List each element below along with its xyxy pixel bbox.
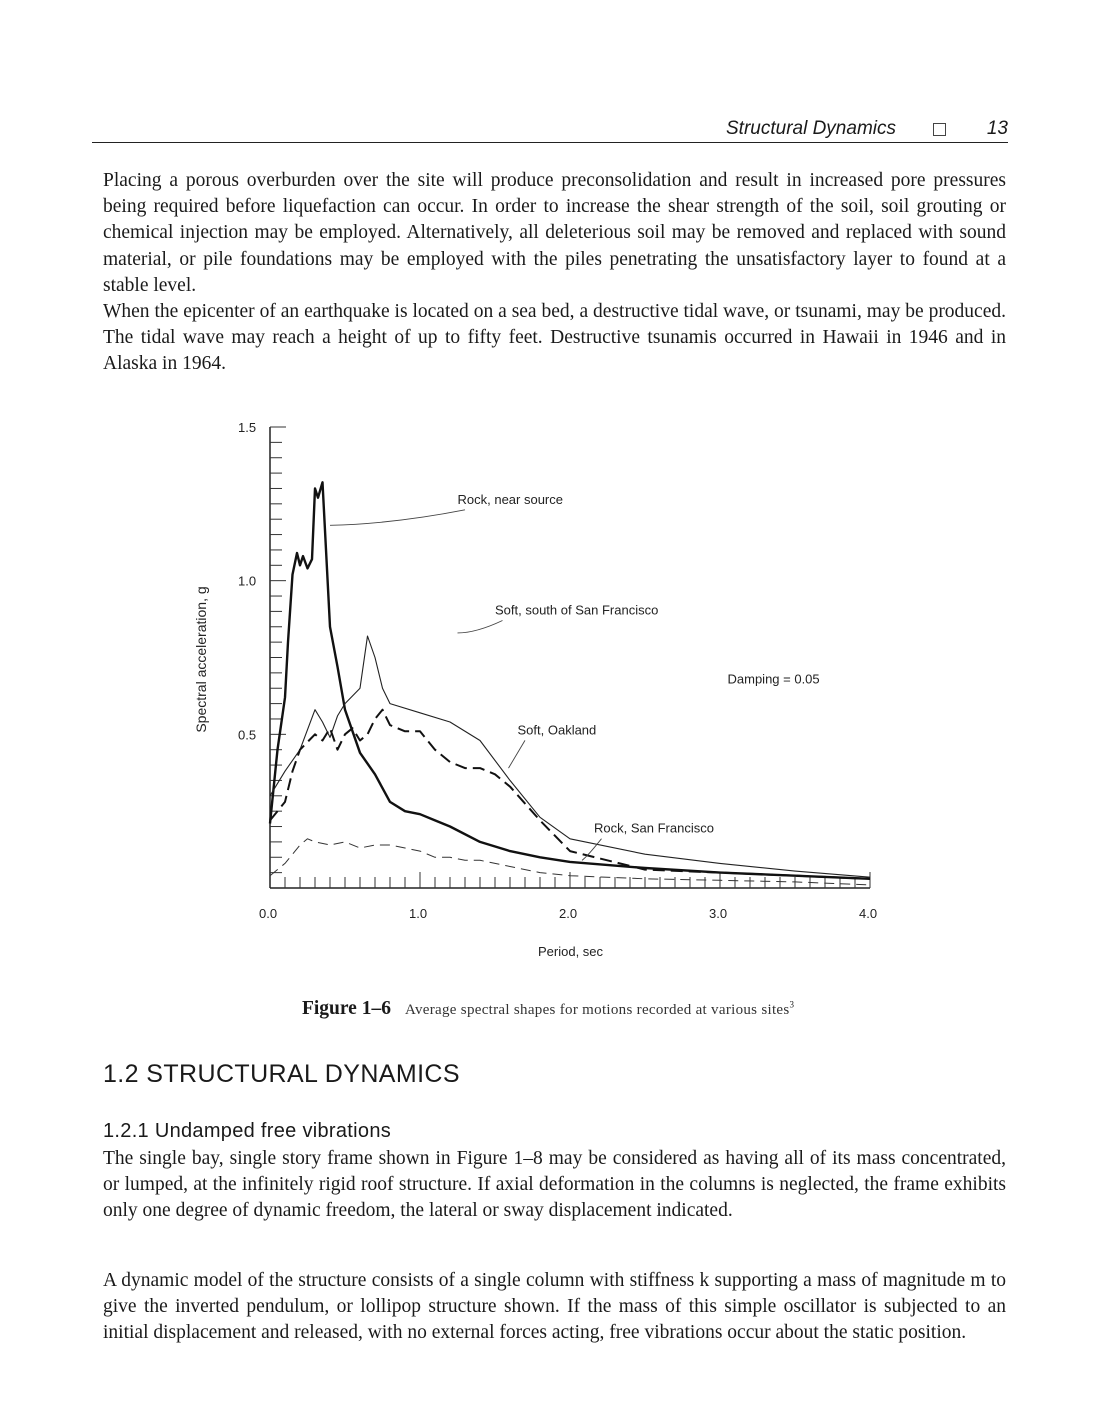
running-head: [92, 114, 1008, 143]
subsection-heading: 1.2.1 Undamped free vibrations: [103, 1120, 392, 1142]
square-glyph-icon: [933, 123, 946, 136]
series-label-1: Rock, near source: [457, 491, 563, 507]
leader-line: [509, 740, 526, 768]
x-tick-label: 0.0: [259, 906, 278, 921]
paragraph-text: Placing a porous overburden over the site will produce preconsolidation and result in increased pore pressures being required before liquefaction can occur. In order to increase the shear strength of the soil, soil grouting or chemical injection may be employed. Alternatively, all deleterious soil may be removed and replaced with sound material, or pile foundations may be employed with the piles penetrating the unsatisfactory layer to found at a stable level.: [103, 170, 1006, 296]
paragraph-text: When the epicenter of an earthquake is located on a sea bed, a destructive tidal wave, or tsunami, may be produced. The tidal wave may reach a height of up to fifty feet. Destructive tsunamis occurred in Hawaii in 1946 and in Alaska in 1964.: [103, 301, 1006, 375]
x-tick-label: 1.0: [409, 906, 428, 921]
y-tick-label: 1.5: [238, 420, 257, 435]
damping-annotation: Damping = 0.05: [727, 671, 820, 687]
x-tick-label: 4.0: [859, 906, 878, 921]
y-tick-label: 1.0: [238, 573, 257, 589]
caption-reference: 3: [789, 999, 795, 1010]
series-label-4: Rock, San Francisco: [594, 820, 714, 836]
series-label-3: Soft, Oakland: [517, 722, 597, 738]
figure-1-6: [180, 410, 900, 970]
series-label-2: Soft, south of San Francisco: [495, 602, 659, 618]
paragraph-model: A dynamic model of the structure consists of a single column with stiffness k supporting a mass of magnitude m to give the inverted pendulum, or lollipop structure shown. If the mass of this simple oscillator is subjected to an initial displacement and released, with no external forces acting, free vibrations occur about the static position.: [103, 1270, 1006, 1344]
paragraph-frame: The single bay, single story frame shown in Figure 1–8 may be considered as having all of its mass concentrated, or lumped, at the infinitely rigid roof structure. If axial deformation in the columns is neglected, the frame exhibits only one degree of dynamic freedom, the lateral or sway displacement indicated.: [103, 1148, 1006, 1222]
x-tick-label: 3.0: [709, 906, 728, 921]
y-axis-label: Spectral acceleration, g: [193, 586, 209, 733]
x-axis-label: Period, sec: [538, 944, 604, 959]
figure-caption-text: Average spectral shapes for motions recorded at various sites: [404, 1002, 790, 1018]
spectral-shape-chart: [180, 410, 900, 970]
paragraph-liquefaction: [103, 168, 1006, 378]
running-head-title: Structural Dynamics: [726, 118, 896, 139]
leader-line: [458, 620, 503, 632]
leader-line: [330, 510, 465, 526]
figure-caption: [0, 998, 1096, 1020]
page-number: 13: [986, 118, 1008, 139]
y-tick-label: 0.5: [238, 727, 257, 743]
x-tick-label: 2.0: [559, 906, 578, 921]
figure-label: Figure 1–6: [301, 998, 391, 1019]
section-heading: 1.2 STRUCTURAL DYNAMICS: [103, 1060, 460, 1088]
